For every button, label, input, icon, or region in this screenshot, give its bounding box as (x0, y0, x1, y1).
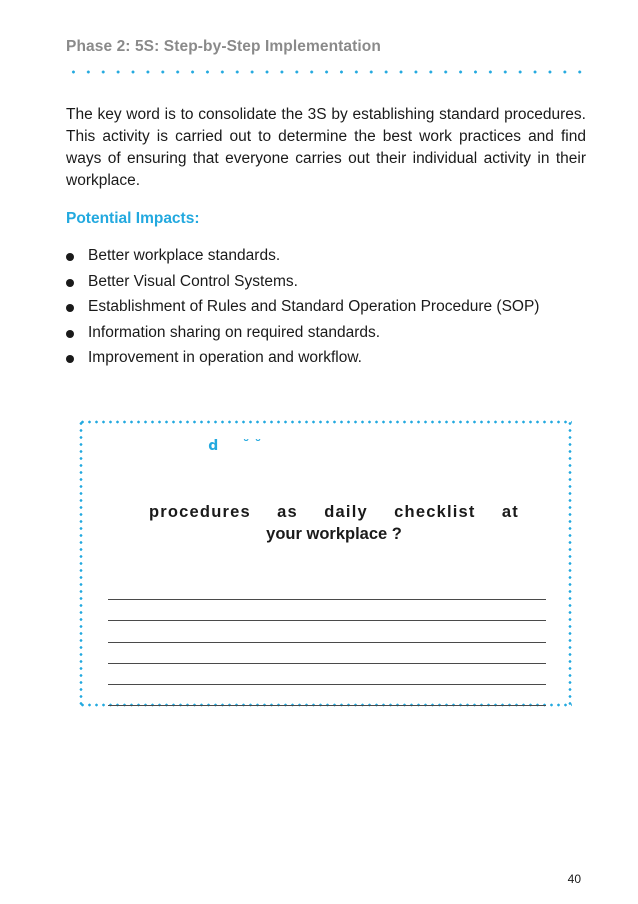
activity-question (149, 501, 519, 545)
bullet-icon (66, 304, 74, 312)
answer-line[interactable] (108, 643, 546, 664)
dotted-border-left (79, 420, 83, 707)
answer-line[interactable] (108, 621, 546, 642)
dotted-border-top (79, 420, 572, 424)
answer-line[interactable] (108, 685, 546, 706)
list-item (66, 296, 539, 322)
activity-box (79, 420, 572, 707)
list-item-text: Better workplace standards. (88, 247, 281, 264)
bullet-icon (66, 330, 74, 338)
page-number: 40 (567, 872, 581, 886)
list-item (66, 245, 539, 271)
dotted-border-right (568, 420, 572, 707)
activity-garbled-heading: d ˘ ˘ (179, 438, 262, 454)
list-item (66, 271, 539, 297)
bullet-icon (66, 279, 74, 287)
list-item-text: Improvement in operation and workflow. (88, 349, 362, 367)
page-header-title: Phase 2: 5S: Step-by-Step Implementation (66, 38, 381, 55)
impacts-list (66, 245, 539, 373)
answer-lines (108, 579, 546, 706)
answer-line[interactable] (108, 664, 546, 685)
potential-impacts-heading: Potential Impacts: (66, 210, 200, 227)
question-line-2: your workplace ? (266, 525, 402, 543)
header-dotted-divider (66, 70, 586, 74)
list-item-text: Establishment of Rules and Standard Operation Procedure (SOP) (88, 298, 540, 316)
list-item (66, 347, 539, 373)
answer-line[interactable] (108, 600, 546, 621)
list-item-text: Better Visual Control Systems. (88, 272, 298, 290)
bullet-icon (66, 253, 74, 261)
list-item-text: Information sharing on required standards. (88, 323, 381, 341)
intro-paragraph: The key word is to consolidate the 3S by establishing standard procedures. This activity is carried out to determine the best work practices and find ways of ensuring that everyone carries out their individual activity in their workplace. (66, 106, 586, 189)
bullet-icon (66, 355, 74, 363)
answer-line[interactable] (108, 579, 546, 600)
question-line-1: procedures as daily checklist at (149, 503, 519, 521)
list-item (66, 322, 539, 348)
